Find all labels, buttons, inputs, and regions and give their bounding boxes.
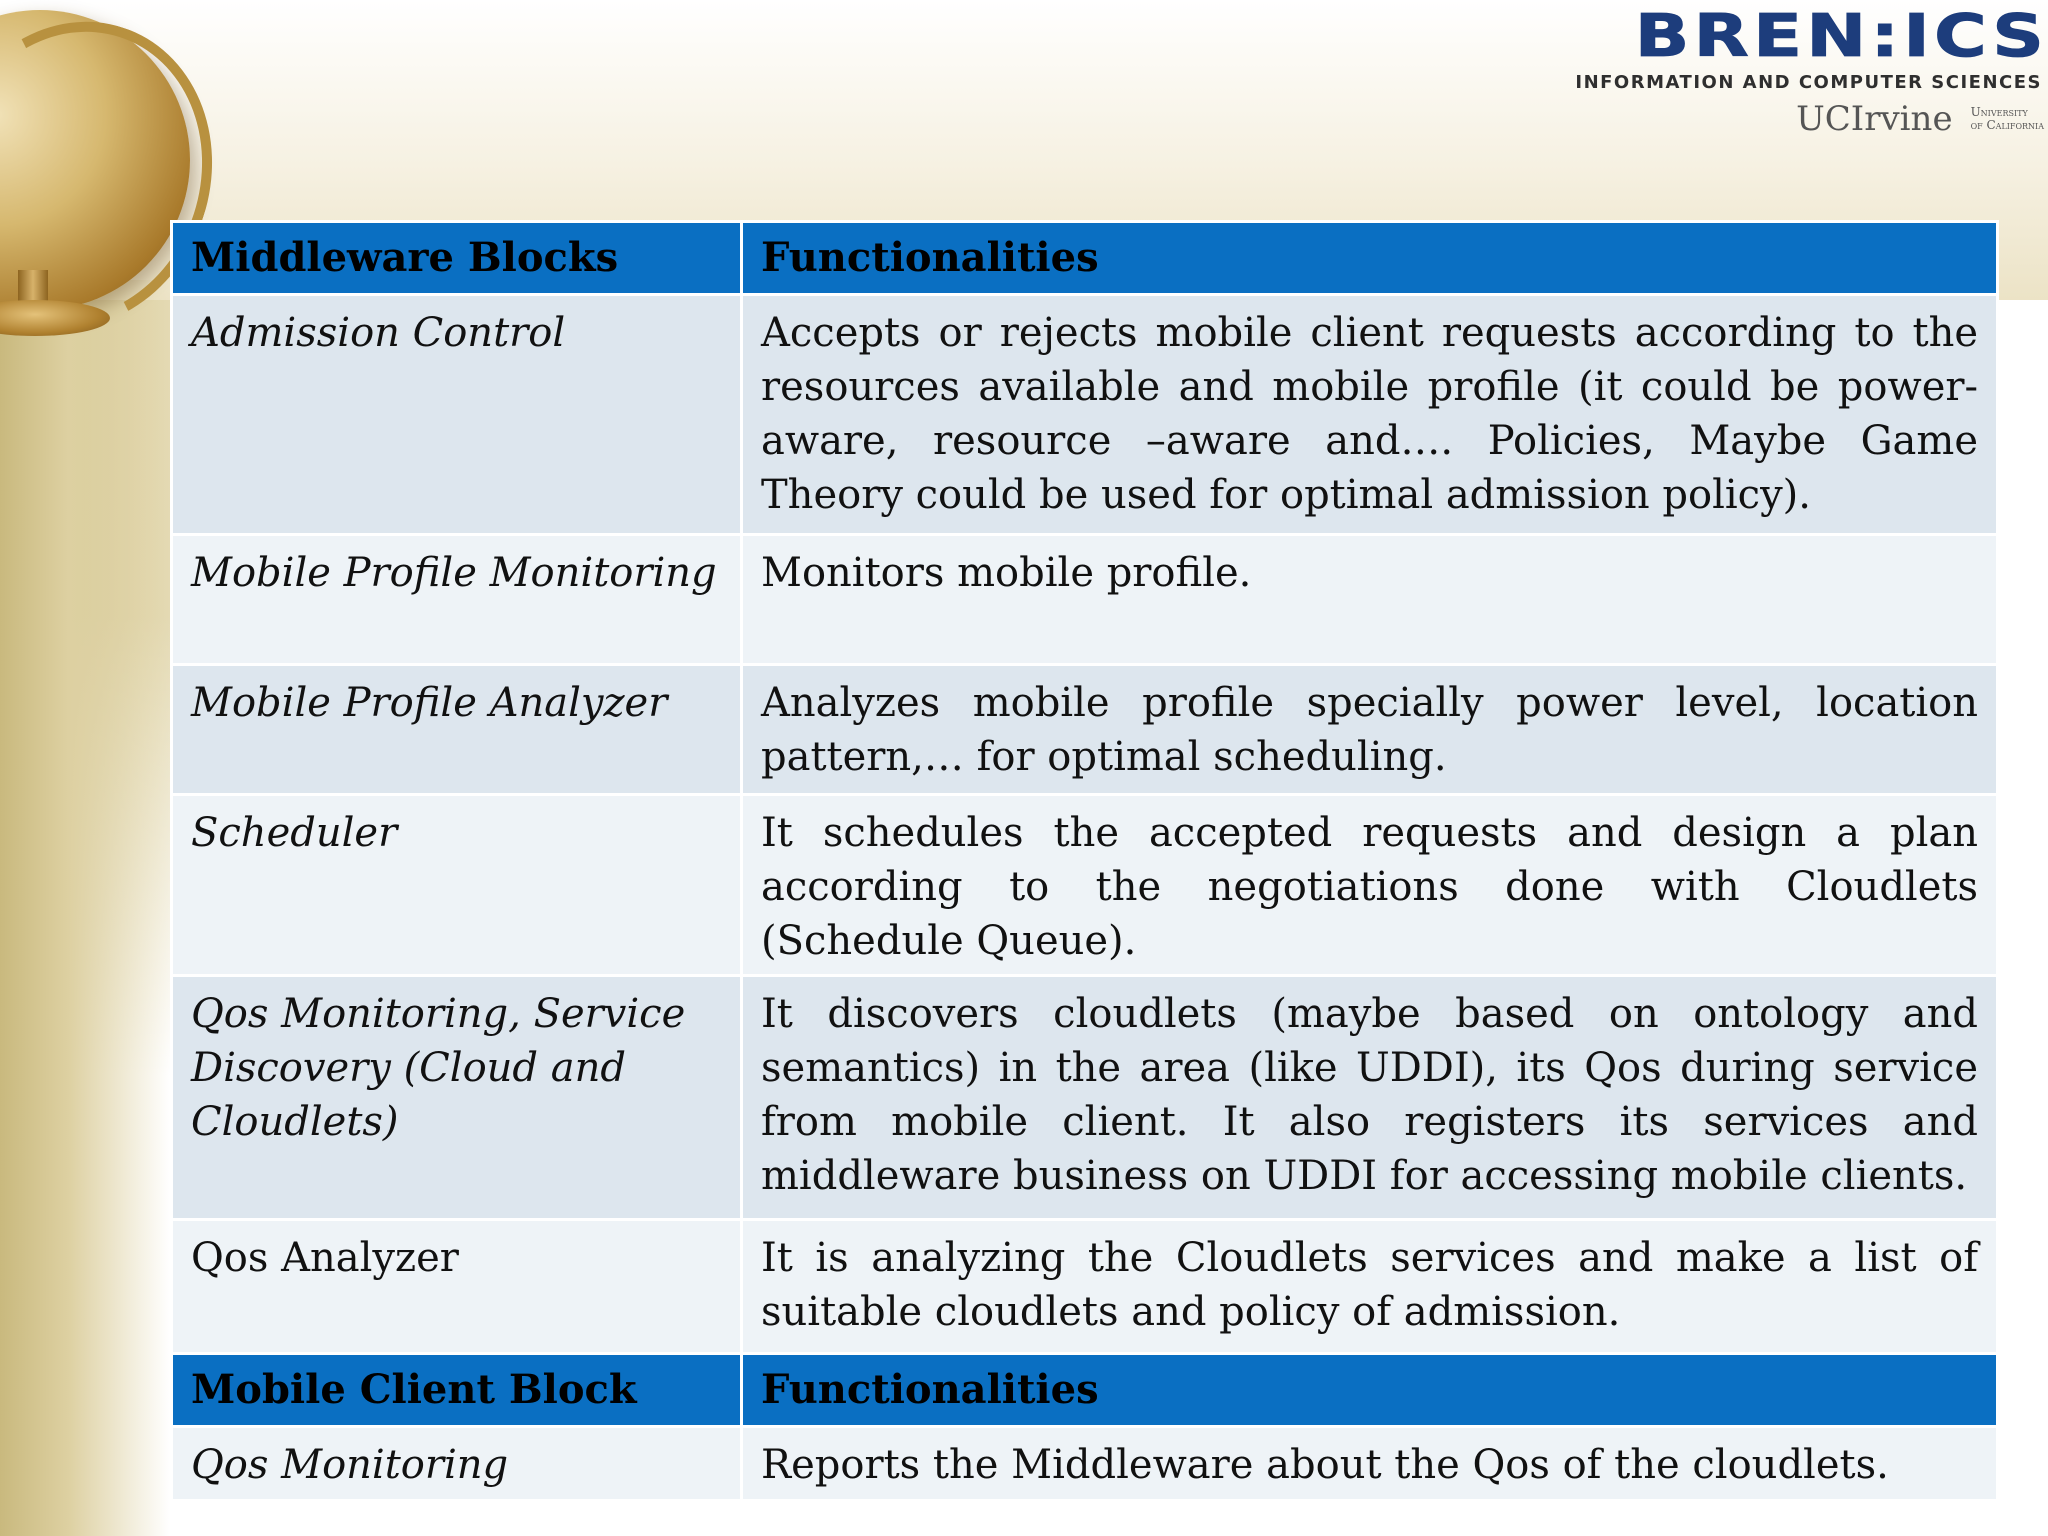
table-row: [172, 295, 1998, 535]
table-row: [172, 1220, 1998, 1354]
table-row: [172, 1427, 1998, 1501]
table-row: [172, 665, 1998, 795]
header-middleware-blocks: Middleware Blocks: [172, 222, 742, 295]
header-functionalities: Functionalities: [742, 222, 1998, 295]
logo-uc-line1: University: [1970, 105, 2028, 119]
logo-main-text: BREN:ICS: [1634, 1, 2048, 70]
logo-uc-line2: of California: [1970, 118, 2044, 132]
func-cell: Reports the Middleware about the Qos of the cloudlets.: [742, 1427, 1998, 1501]
table-header-row-client: [172, 1354, 1998, 1427]
header-mobile-client-block: Mobile Client Block: [172, 1354, 742, 1427]
header-functionalities-client: Functionalities: [742, 1354, 1998, 1427]
logo-uc-small: [1971, 106, 2044, 132]
slide-left-shade: [0, 280, 170, 1536]
block-cell: Qos Monitoring: [172, 1427, 742, 1501]
bren-ics-logo: [1508, 1, 2048, 139]
block-cell: Scheduler: [172, 795, 742, 976]
func-cell: Accepts or rejects mobile client requests according to the resources available and mobile profile (it could be power-aware, resource –aware and…. Policies, Maybe Game Theory could be used for optimal admission policy).: [742, 295, 1998, 535]
middleware-table: [170, 220, 1999, 1502]
func-cell: It is analyzing the Cloudlets services and make a list of suitable cloudlets and policy of admission.: [742, 1220, 1998, 1354]
block-cell: Qos Monitoring, Service Discovery (Cloud and Cloudlets): [172, 976, 742, 1220]
block-cell: Qos Analyzer: [172, 1220, 742, 1354]
func-cell: Analyzes mobile profile specially power level, location pattern,… for optimal scheduling.: [742, 665, 1998, 795]
block-cell: Mobile Profile Analyzer: [172, 665, 742, 795]
logo-subtitle: INFORMATION AND COMPUTER SCIENCES: [1575, 72, 2042, 93]
table-row: [172, 535, 1998, 665]
func-cell: It discovers cloudlets (maybe based on ontology and semantics) in the area (like UDDI), its Qos during service from mobile client. It also registers its services and middleware business on UDDI for accessing mobile clients.: [742, 976, 1998, 1220]
table-header-row: [172, 222, 1998, 295]
block-cell: Mobile Profile Monitoring: [172, 535, 742, 665]
func-cell: Monitors mobile profile.: [742, 535, 1998, 665]
table-row: [172, 976, 1998, 1220]
table-row: [172, 795, 1998, 976]
func-cell: It schedules the accepted requests and design a plan according to the negotiations done with Cloudlets (Schedule Queue).: [742, 795, 1998, 976]
block-cell: Admission Control: [172, 295, 742, 535]
logo-uc-line: [1508, 99, 2048, 139]
logo-uci: UCIrvine: [1796, 99, 1953, 139]
